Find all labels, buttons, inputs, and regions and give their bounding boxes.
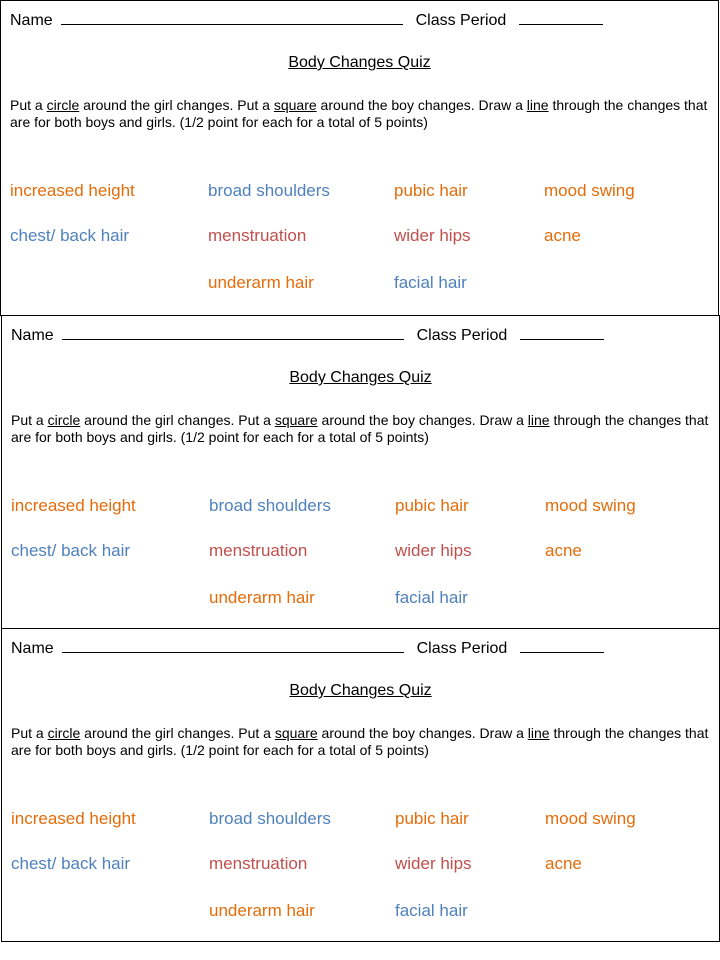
name-blank-line[interactable] <box>62 323 404 340</box>
word-mood-swing: mood swing <box>544 181 635 200</box>
word-underarm-hair: underarm hair <box>209 901 315 920</box>
name-blank-line[interactable] <box>62 636 404 653</box>
word-wider-hips: wider hips <box>394 226 471 245</box>
circle-keyword: circle <box>47 725 81 741</box>
class-period-blank-line[interactable] <box>520 636 604 653</box>
line-keyword: line <box>526 97 549 113</box>
word-increased-height: increased height <box>11 809 136 828</box>
quiz-title: Body Changes Quiz <box>289 369 432 386</box>
word-acne: acne <box>545 854 582 873</box>
word-wider-hips: wider hips <box>395 854 472 873</box>
word-broad-shoulders: broad shoulders <box>209 496 331 515</box>
word-facial-hair: facial hair <box>395 901 468 920</box>
circle-keyword: circle <box>47 412 81 428</box>
square-keyword: square <box>273 97 317 113</box>
word-broad-shoulders: broad shoulders <box>209 809 331 828</box>
word-menstruation: menstruation <box>209 854 308 873</box>
quiz-card-2 <box>1 315 720 629</box>
name-label: Name <box>10 12 53 29</box>
class-period-label: Class Period <box>415 12 507 29</box>
square-keyword: square <box>274 725 318 741</box>
quiz-title: Body Changes Quiz <box>289 682 432 699</box>
name-row <box>10 8 603 30</box>
line-keyword: line <box>527 725 550 741</box>
line-keyword: line <box>527 412 550 428</box>
square-keyword: square <box>274 412 318 428</box>
word-underarm-hair: underarm hair <box>208 273 314 292</box>
word-mood-swing: mood swing <box>545 809 636 828</box>
word-chest-back-hair: chest/ back hair <box>11 854 131 873</box>
name-row <box>11 636 604 658</box>
class-period-label: Class Period <box>416 640 508 657</box>
word-pubic-hair: pubic hair <box>395 496 469 515</box>
name-row <box>11 323 604 345</box>
word-increased-height: increased height <box>11 496 136 515</box>
quiz-card-3 <box>1 628 720 942</box>
quiz-title: Body Changes Quiz <box>288 54 431 71</box>
word-wider-hips: wider hips <box>395 541 472 560</box>
name-label: Name <box>11 640 54 657</box>
word-pubic-hair: pubic hair <box>394 181 468 200</box>
word-increased-height: increased height <box>10 181 135 200</box>
word-underarm-hair: underarm hair <box>209 588 315 607</box>
name-label: Name <box>11 327 54 344</box>
word-facial-hair: facial hair <box>395 588 468 607</box>
name-blank-line[interactable] <box>61 8 403 25</box>
word-mood-swing: mood swing <box>545 496 636 515</box>
word-acne: acne <box>544 226 581 245</box>
word-menstruation: menstruation <box>209 541 308 560</box>
word-chest-back-hair: chest/ back hair <box>11 541 131 560</box>
word-broad-shoulders: broad shoulders <box>208 181 330 200</box>
instructions: Put a circle around the girl changes. Put a square around the boy changes. Draw a line through the changes that are for both boys and girls. (1/2 point for each for a total of 5 points) <box>11 412 709 445</box>
word-menstruation: menstruation <box>208 226 307 245</box>
quiz-card-1 <box>0 0 719 316</box>
class-period-blank-line[interactable] <box>519 8 603 25</box>
class-period-blank-line[interactable] <box>520 323 604 340</box>
word-chest-back-hair: chest/ back hair <box>10 226 130 245</box>
word-facial-hair: facial hair <box>394 273 467 292</box>
word-acne: acne <box>545 541 582 560</box>
class-period-label: Class Period <box>416 327 508 344</box>
circle-keyword: circle <box>46 97 80 113</box>
instructions: Put a circle around the girl changes. Put a square around the boy changes. Draw a line through the changes that are for both boys and girls. (1/2 point for each for a total of 5 points) <box>11 725 709 758</box>
instructions: Put a circle around the girl changes. Put a square around the boy changes. Draw a line through the changes that are for both boys and girls. (1/2 point for each for a total of 5 points) <box>10 97 708 130</box>
word-pubic-hair: pubic hair <box>395 809 469 828</box>
